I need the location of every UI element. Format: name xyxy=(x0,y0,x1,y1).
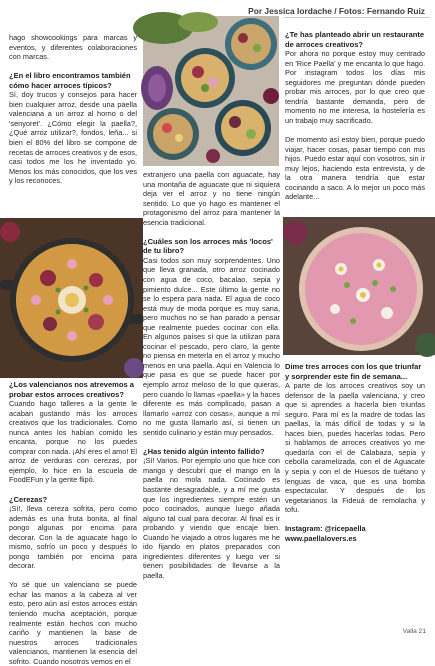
question-heading: ¿Cerezas? xyxy=(9,494,48,504)
paragraph-gap xyxy=(143,227,280,237)
answer-paragraph: hago showcookings para marcas y eventos, y diferentes colaboraciones con marcas. xyxy=(9,33,137,62)
answer-paragraph: ¡Sí! Varios. Por ejemplo uno que hice con mango y descubrí que el mango en la paella no mola nada. Cocinado es bastante desagradable, y a mí me gusta que los ingredientes siempre estén un poco cocinados, aunque luego añada alguno tal cual para decorar. Al final es ir probando y viendo que encaje bien. Cuando he viajado a otros lugares me he ido fijando en platos preparados con ingredientes diferentes y luego ver si tienen posibilidades de llevarse a la paella. xyxy=(143,456,280,580)
answer-paragraph: Sí, doy trucos y consejos para hacer bien cualquier arroz, desde una paella valenciana a un arroz al horno o del 'senyoret'. ¿Cómo elegir la paella?, ¿Qué arroz utilizar?, fondos, leña... si bien el 80% del libro se compone de recetas de arroces creativos y de esos, casi todos me los he inventado yo. Menos los más conocidos, que los ves y los reconoces. xyxy=(9,90,137,186)
question-heading: Dime tres arroces con los que triunfar y sorprender este fin de semana... xyxy=(285,362,422,381)
question-heading: ¿Los valencianos nos atrevemos a probar estos arroces creativos? xyxy=(9,380,134,399)
photo-rice-bowls-art xyxy=(143,16,279,166)
photo-paella-pan xyxy=(0,218,143,378)
answer-paragraph: Yo sé que un valenciano se puede echar las manos a la cabeza al ver esto, pero aún así estos arroces están teniendo mucha aceptación, porque realmente están hechos con mucho cariño y mantienen la base de nuestros arroces tradicionales valencianos, mantienen la esencia del sofrito. Cuando nosotros vemos en el xyxy=(9,580,137,666)
answer-paragraph: De momento así estoy bien, porque puedo viajar, hacer cosas, pasar tiempo con mis hijos. Puedo estar aquí con vosotros, sin ir muy lejos, haciendo esta entrevista, y de la otra manera tendría que estar cocinando a saco. A lo mejor un poco más adelante... xyxy=(285,134,425,202)
question-heading: ¿En el libro encontramos también cómo hacer arroces típicos? xyxy=(9,71,131,90)
paragraph-gap xyxy=(143,437,280,447)
paragraph-gap xyxy=(285,515,425,525)
photo-rice-tart-art xyxy=(283,217,435,355)
page-number: Valla 21 xyxy=(402,628,426,635)
answer-paragraph: Cuando hago talleres a la gente le acaban gustando más los arroces creativos que los tradicionales. Como nunca antes los habían comido les encanta, porque no los puedes comprar con nada. ¡Ahí eres el amo! El arroz de verduras con cerezas, por ejemplo, lo hice en la escuela de FoodEFun y la gente flipó. xyxy=(9,399,137,485)
contact-line: www.paellalovers.es xyxy=(285,533,357,543)
byline: Por Jessica Iordache / Fotos: Fernando Ruiz xyxy=(248,6,425,16)
column-1-bottom xyxy=(9,380,137,666)
question-heading: ¿Has tenido algún intento fallido? xyxy=(143,446,265,456)
photo-paella-pan-art xyxy=(0,218,143,378)
byline-rule xyxy=(284,17,430,18)
column-3-bottom xyxy=(285,362,425,543)
answer-paragraph: extranjero una paella con aguacate, hay una montaña de aguacate que ni siquiera deja ver el arroz y no tiene ningún sentido. Lo que yo hago es mantener el protagonismo del arroz para mantener la esencia tradicional. xyxy=(143,170,280,227)
answer-paragraph: A parte de los arroces creativos soy un defensor de la paella valenciana, y creo que si aprendes a hacerla bien triunfas seguro. Para mí es la madre de todas las paellas, la más difícil de todas y si la haces bien, puedes hacerlas todas. Pero si hablamos de arroces creativos yo me quedaría con el de Calabaza, sepia y cebolla caramelizada, con el de Aguacate y sepia y con el de Huesos de tuétano y lenguas de vaca, que es una bomba espectacular. Y después de los vegetarianos la Fideuá de remolacha y tofu. xyxy=(285,381,425,515)
column-1-top xyxy=(9,33,137,186)
photo-rice-bowls xyxy=(143,16,279,166)
question-heading: ¿Te has planteado abrir un restaurante de arroces creativos? xyxy=(285,30,425,49)
contact-line: Instagram: @ricepaella xyxy=(285,524,366,534)
answer-paragraph: ¡Sí!, lleva cereza sofrita, pero como además es una fruta bonita, al final pongo algunas por encima para decorar. Con la de aguacate hago lo mismo, sofrío un poco y después lo pongo también por encima para decorar. xyxy=(9,504,137,571)
column-2 xyxy=(143,170,280,580)
paragraph-gap xyxy=(285,125,425,135)
column-3-top xyxy=(285,30,425,202)
paragraph-gap xyxy=(9,571,137,581)
paragraph-gap xyxy=(9,62,137,72)
question-heading: ¿Cuáles son los arroces más 'locos' de tu libro? xyxy=(143,236,273,256)
paragraph-gap xyxy=(9,485,137,495)
photo-rice-tart xyxy=(283,217,435,355)
answer-paragraph: Por ahora no porque estoy muy centrado en 'Rice Paella' y me encanta lo que hago. Por instagram todos los días mis seguidores me preguntan dónde pueden probar mis arroces, por lo que creo que tendría bastante demanda, pero de momento no me interesa, la hostelería es un trabajo muy sacrificado. xyxy=(285,49,425,125)
answer-paragraph: Casi todos son muy sorprendentes. Uno que lleva granada, otro arroz cocinado con agua de coco, bacalao, sepia y pimiento dulce... Este último la gente no se lo espera para nada. El agua de coco está muy de moda porque es muy sana, pero muchos no se han parado a pensar que realmente puedes cocinar con ella. En algunos países sí que la utilizan para cocinar el pescado, pero claro, la gente no piensa en meterla en el arroz y mucho menos en una paella. Aquí en Valencia lo que pasa es que se puede hacer por ejemplo arroz meloso de lo que quieras, pero cuando lo llamas «paella» y la haces diferente es más complicado, pasan a llamarlo «arroz con cosas», aunque a mí no me gusta llamarlo así, si tienen un sentido culinario y están muy pensados. xyxy=(143,255,280,437)
